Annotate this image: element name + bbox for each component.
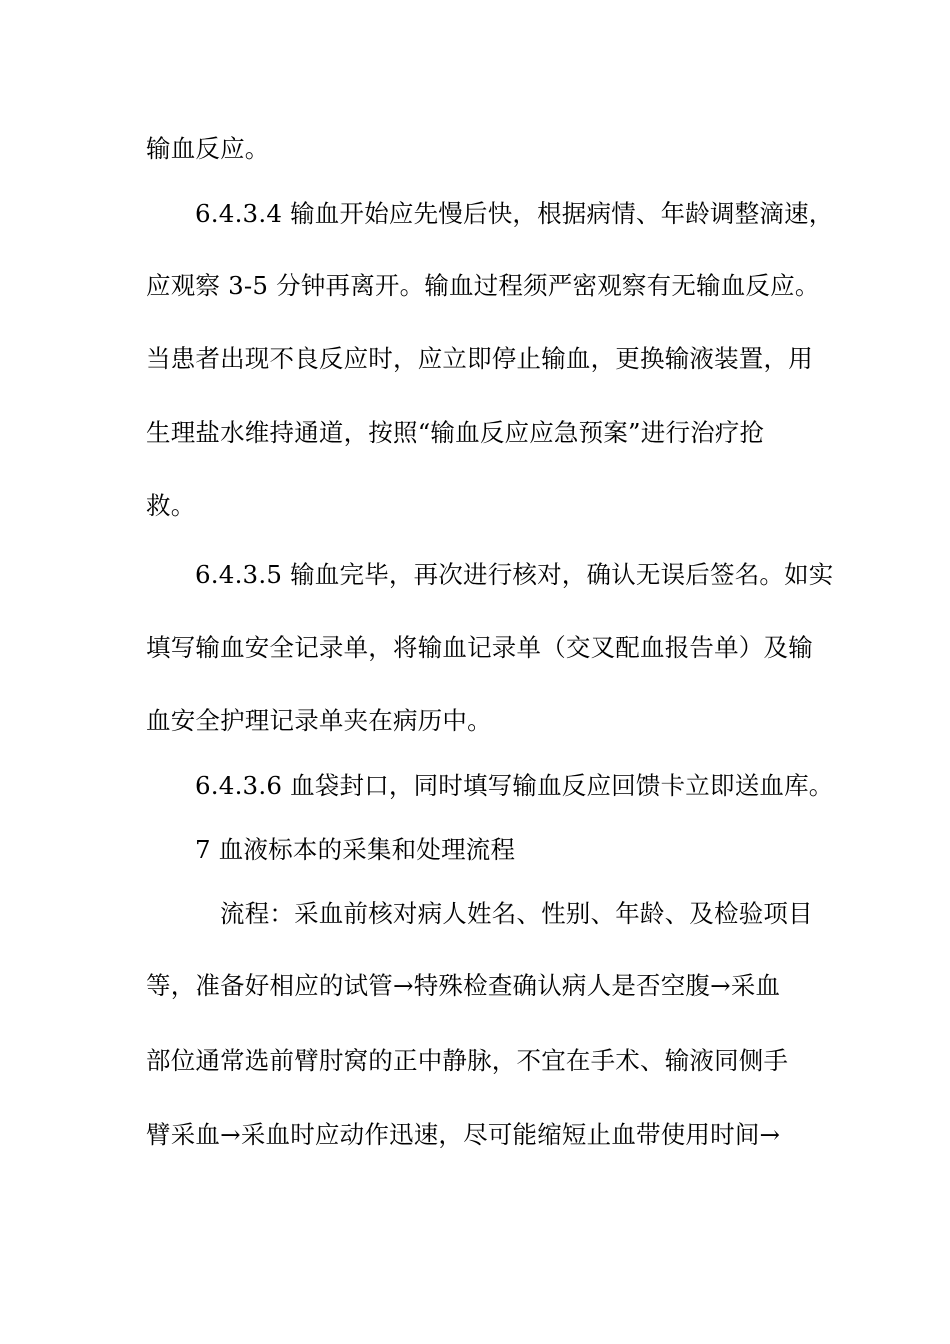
section-heading-7: 7 血液标本的采集和处理流程 <box>195 835 516 864</box>
paragraph-line: 部位通常选前臂肘窝的正中静脉，不宜在手术、输液同侧手 <box>146 1046 789 1075</box>
paragraph-line-process: 流程：采血前核对病人姓名、性别、年龄、及检验项目 <box>220 899 813 928</box>
paragraph-line-6-4-3-4: 6.4.3.4 输血开始应先慢后快，根据病情、年龄调整滴速， <box>195 199 834 228</box>
paragraph-line: 臂采血→采血时应动作迅速，尽可能缩短止血带使用时间→ <box>146 1120 781 1149</box>
paragraph-line: 等，准备好相应的试管→特殊检查确认病人是否空腹→采血 <box>146 971 781 1000</box>
paragraph-line: 输血反应。 <box>146 134 270 163</box>
paragraph-line-6-4-3-6: 6.4.3.6 血袋封口，同时填写输血反应回馈卡立即送血库。 <box>195 771 834 800</box>
paragraph-line: 救。 <box>146 491 196 520</box>
paragraph-line: 应观察 3-5 分钟再离开。输血过程须严密观察有无输血反应。 <box>146 271 820 300</box>
paragraph-line: 当患者出现不良反应时，应立即停止输血，更换输液装置，用 <box>146 344 813 373</box>
paragraph-line: 血安全护理记录单夹在病历中。 <box>146 706 492 735</box>
paragraph-line: 生理盐水维持通道，按照“输血反应应急预案”进行治疗抢 <box>146 418 765 447</box>
paragraph-line: 填写输血安全记录单，将输血记录单（交叉配血报告单）及输 <box>146 633 813 662</box>
paragraph-line-6-4-3-5: 6.4.3.5 输血完毕，再次进行核对，确认无误后签名。如实 <box>195 560 834 589</box>
